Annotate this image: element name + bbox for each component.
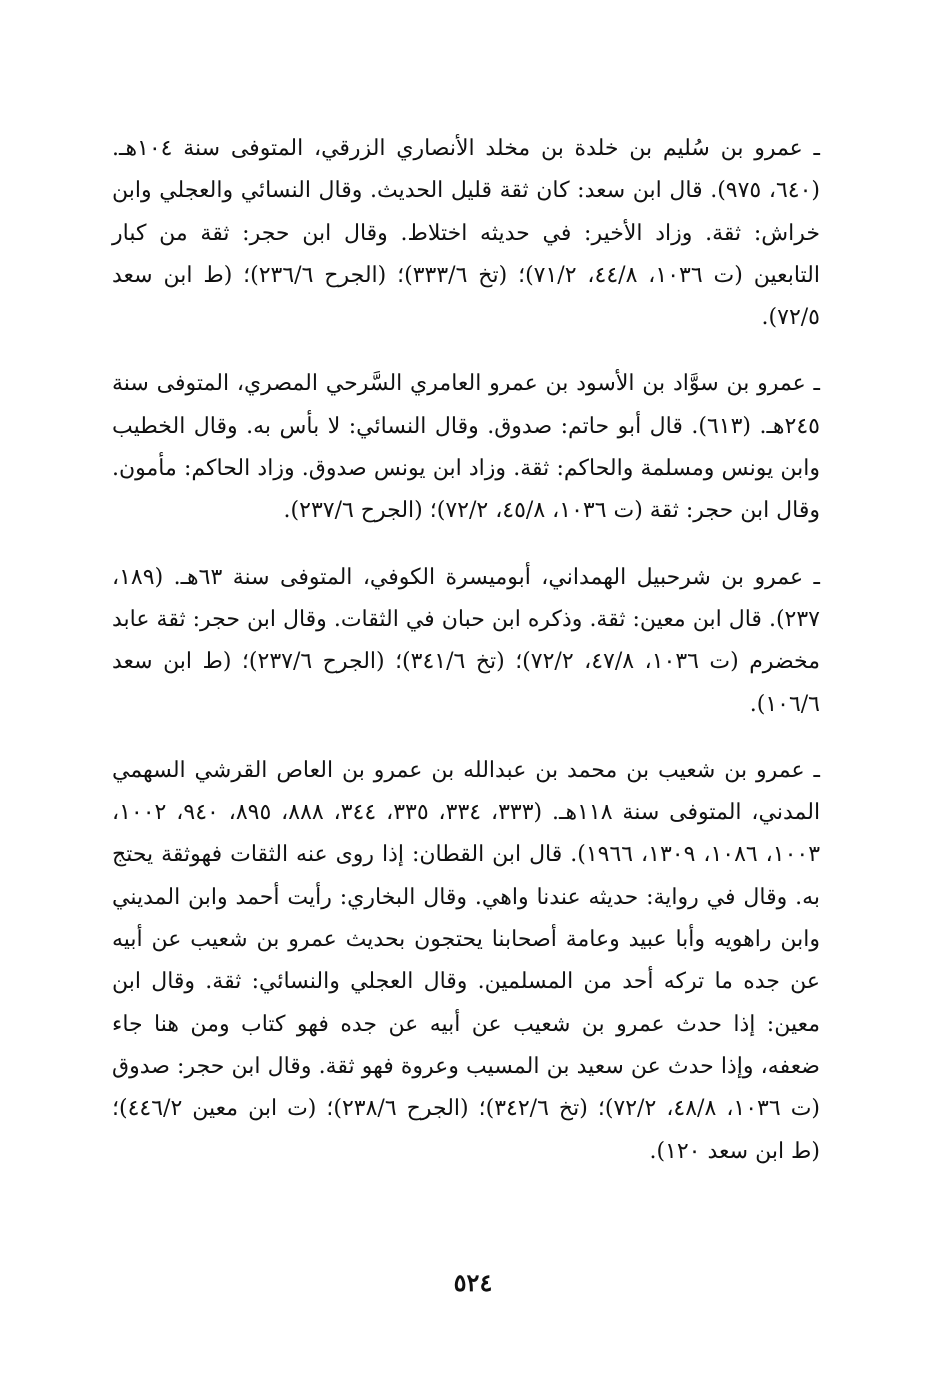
narrator-entry-amr-ibn-shuayb (112, 750, 820, 1173)
page-body (112, 128, 820, 1197)
entry-text: ـ عمرو بن سوَّاد بن الأسود بن عمرو العامري السَّرحي المصري، المتوفى سنة ٢٤٥هـ. (٦١٣). قال أبو حاتم: صدوق. وقال النسائي: لا بأس به. وقال الخطيب وابن يونس ومسلمة والحاكم: ثقة. وزاد ابن يونس صدوق. وزاد الحاكم: مأمون. وقال ابن حجر: ثقة (ت ١٠٣٦، ٤٥/٨، ٧٢/٢)؛ (الجرح ٢٣٧/٦). (112, 371, 820, 524)
entry-text: ـ عمرو بن شرحبيل الهمداني، أبوميسرة الكوفي، المتوفى سنة ٦٣هـ. (١٨٩، ٢٣٧). قال ابن معين: ثقة. وذكره ابن حبان في الثقات. وقال ابن حجر: ثقة عابد مخضرم (ت ١٠٣٦، ٤٧/٨، ٧٢/٢)؛ (تخ ٣٤١/٦)؛ (الجرح ٢٣٧/٦)؛ (ط ابن سعد ١٠٦/٦). (112, 564, 821, 717)
page-number: ٥٢٤ (453, 1268, 493, 1297)
entry-text: ـ عمرو بن سُليم بن خلدة بن مخلد الأنصاري الزرقي، المتوفى سنة ١٠٤هـ. (٦٤٠، ٩٧٥). قال ابن سعد: كان ثقة قليل الحديث. وقال النسائي والعجلي وابن خراش: ثقة. وزاد الأخير: في حديثه اختلاط. وقال ابن حجر: ثقة من كبار التابعين (ت ١٠٣٦، ٤٤/٨، ٧١/٢)؛ (تخ ٣٣٣/٦)؛ (الجرح ٢٣٦/٦)؛ (ط ابن سعد ٧٢/٥). (112, 136, 821, 331)
narrator-entry-amr-ibn-shurahbil (112, 557, 820, 726)
entry-text: ـ عمرو بن شعيب بن محمد بن عبدالله بن عمرو بن العاص القرشي السهمي المدني، المتوفى سنة ١١٨هـ. (٣٣٣، ٣٣٤، ٣٣٥، ٣٤٤، ٨٨٨، ٨٩٥، ٩٤٠، ١٠٠٢، ١٠٠٣، ١٠٨٦، ١٣٠٩، ١٩٦٦). قال ابن القطان: إذا روى عنه الثقات فهوثقة يحتج به. وقال في رواية: حديثه عندنا واهي. وقال البخاري: رأيت أحمد وابن المديني وابن راهويه وأبا عبيد وعامة أصحابنا يحتجون بحديث عمرو بن شعيب عن أبيه عن جده ما تركه أحد من المسلمين. وقال العجلي والنسائي: ثقة. وقال ابن معين: إذا حدث عمرو بن شعيب عن أبيه عن جده فهو كتاب ومن هنا جاء ضعفه، وإذا حدث عن سعيد بن المسيب وعروة فهو ثقة. وقال ابن حجر: صدوق (ت ١٠٣٦، ٤٨/٨، ٧٢/٢)؛ (تخ ٣٤٢/٦)؛ (الجرح ٢٣٨/٦)؛ (ت ابن معين ٤٤٦/٢)؛ (ط ابن سعد ١٢٠). (112, 757, 821, 1164)
narrator-entry-amr-ibn-sulaym (112, 128, 820, 339)
narrator-entry-amr-ibn-sawwad (112, 363, 820, 532)
